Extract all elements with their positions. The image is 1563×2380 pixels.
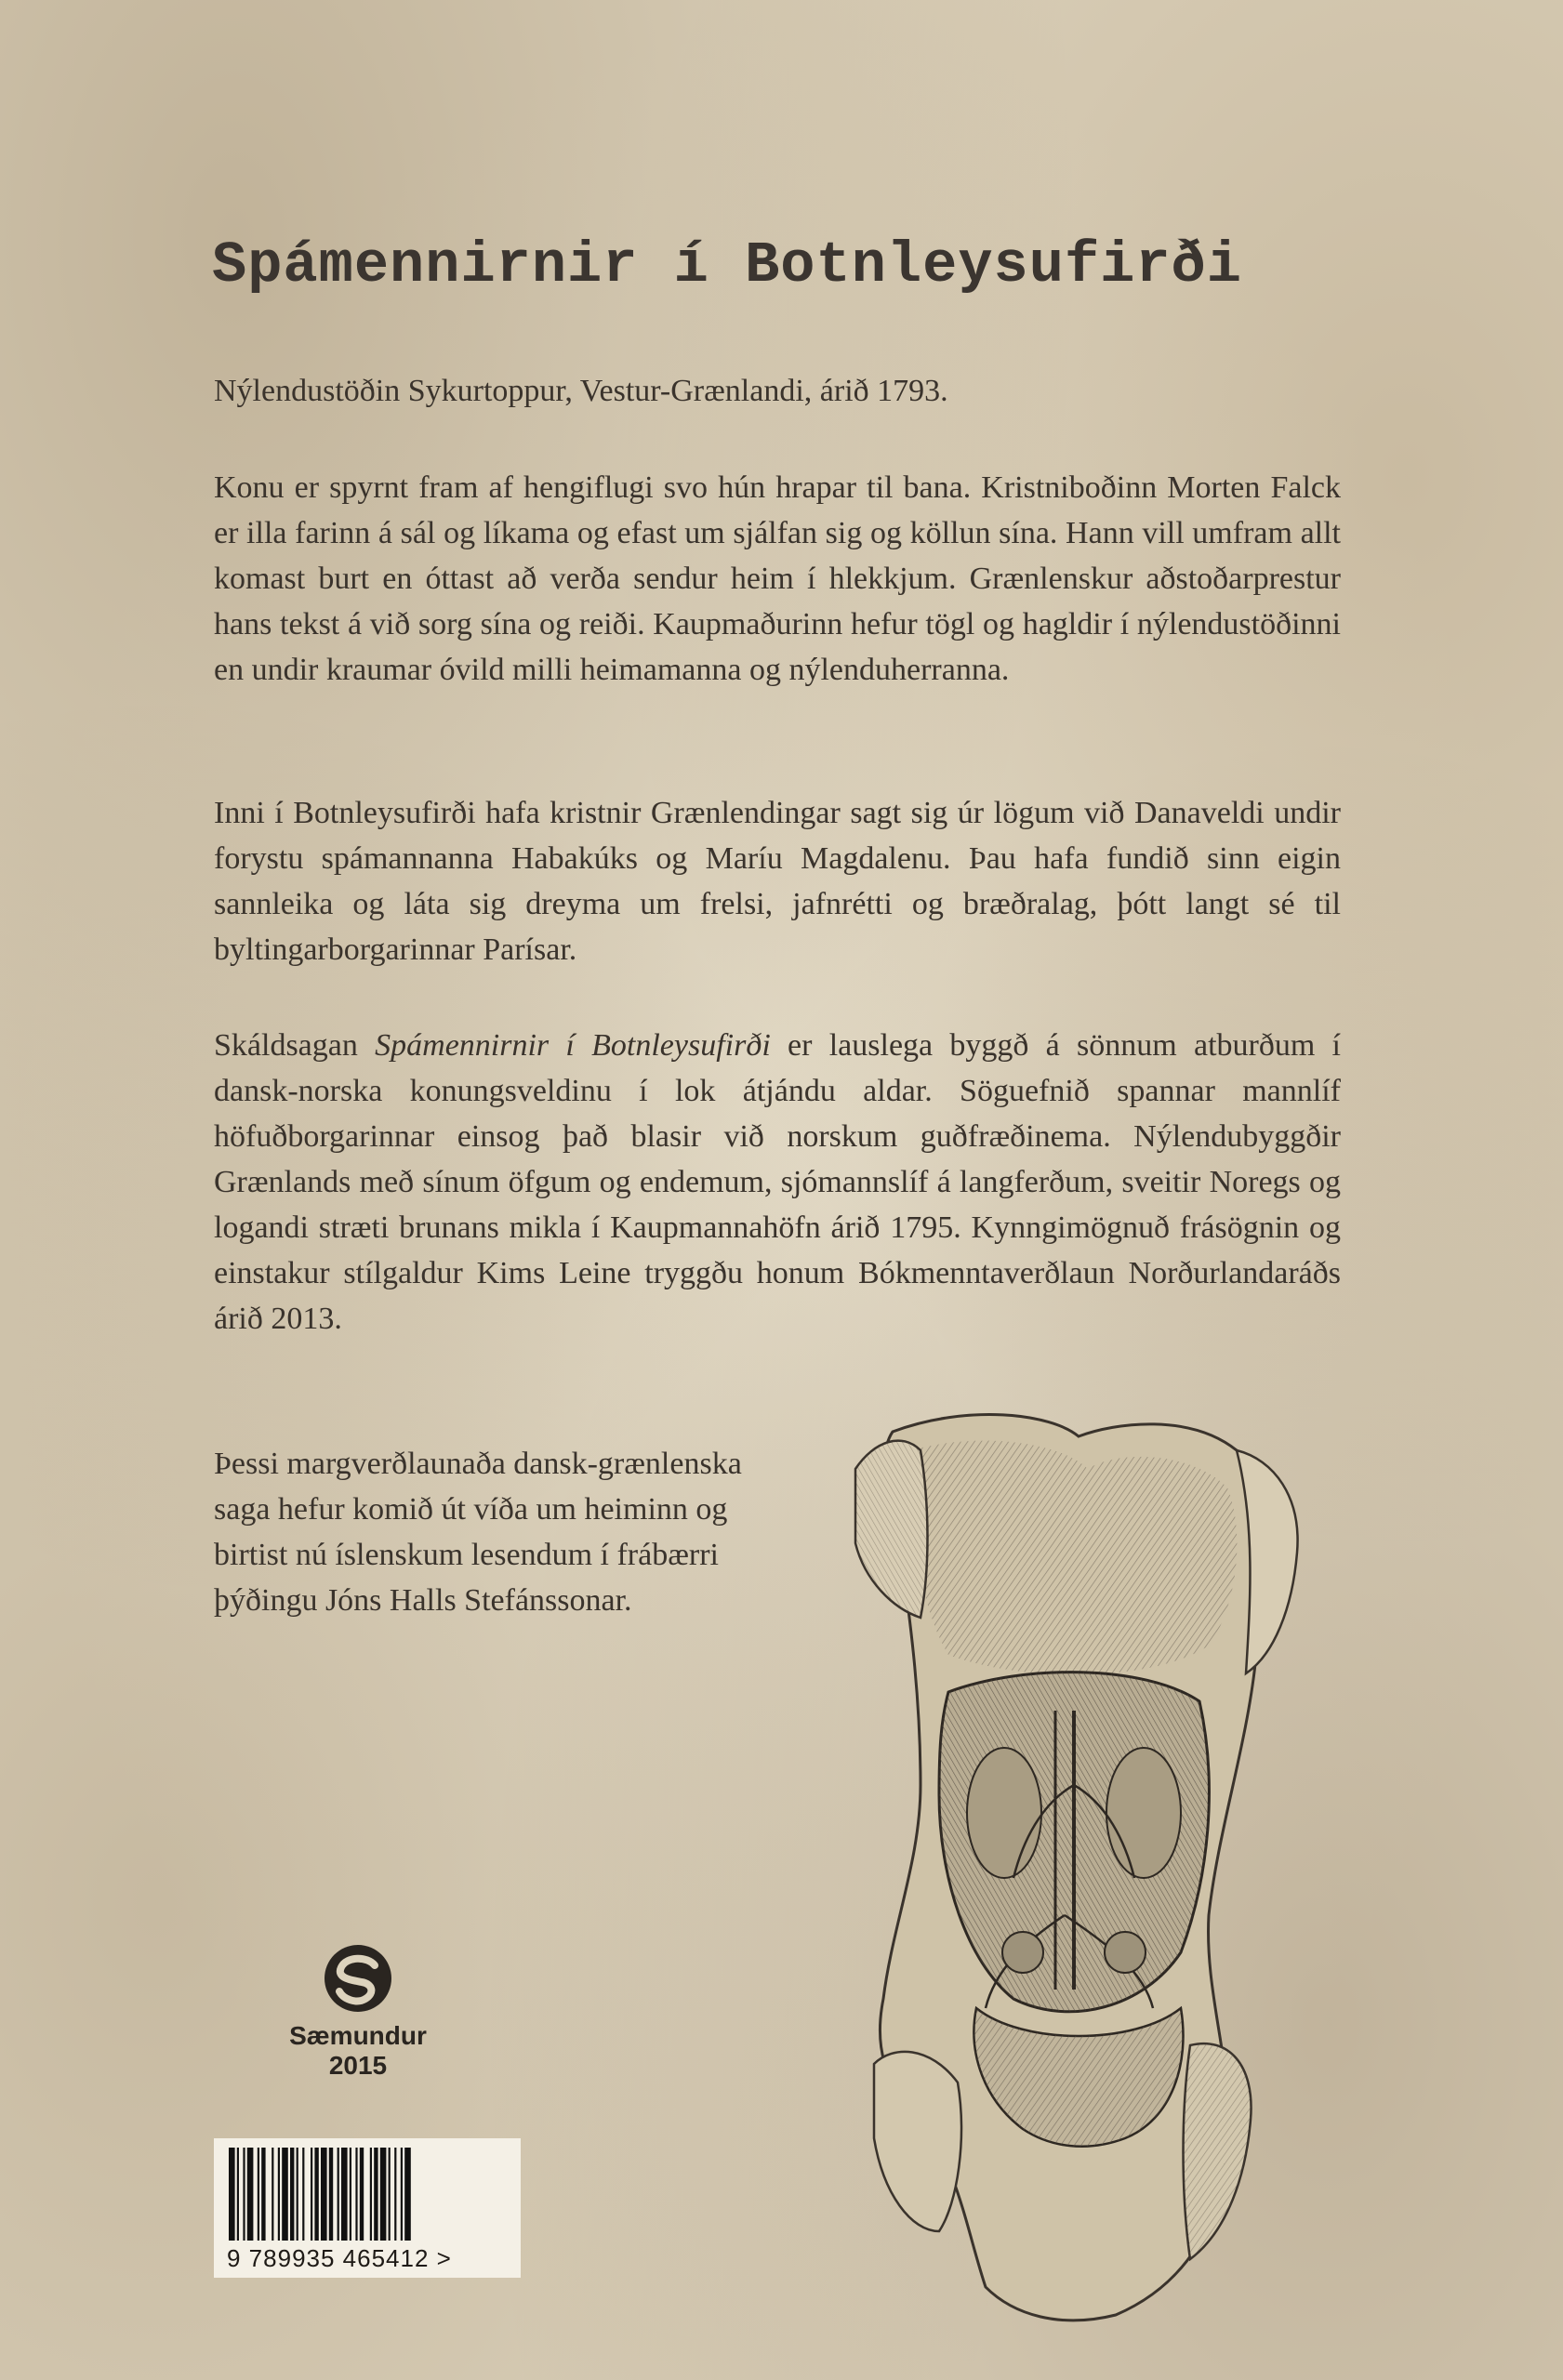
barcode-bar xyxy=(355,2148,357,2241)
paragraph-text xyxy=(214,1023,1341,1342)
barcode-bar xyxy=(272,2148,273,2241)
blurb-paragraph-3 xyxy=(214,1023,1341,1342)
barcode-bar xyxy=(401,2148,403,2241)
book-title-italic: Spámennirnir í Botnleysufirði xyxy=(375,1028,771,1063)
barcode-bar xyxy=(314,2148,318,2241)
barcode-bar xyxy=(370,2148,372,2241)
paragraph-text: Þessi margverðlaunaða dansk-grænlenska saga hefur komið út víða um heiminn og birtist nú íslenskum lesendum í frábærri þýðingu Jóns Halls Stefánssonar. xyxy=(214,1447,742,1618)
barcode-bar xyxy=(404,2148,411,2241)
barcode-bar xyxy=(311,2148,312,2241)
book-title: Spámennirnir í Botnleysufirði xyxy=(212,232,1242,298)
blurb-paragraph-1 xyxy=(214,465,1341,693)
barcode-bar xyxy=(258,2148,259,2241)
publication-year: 2015 xyxy=(328,2051,388,2080)
paragraph-rest: er lauslega byggð á sönnum atburðum í dansk-norska konungsveldinu í lok átjándu aldar. Söguefnið spannar mannlíf höfuðborgarinnar einsog það blasir við norskum guðfræðinema. Nýlendubyggðir Grænlands með sínum öfgum og endemum, sjómannslíf á langferðum, sveitir Noregs og logandi stræti brunans mikla í Kaupmannahöfn árið 1795. Kynngimögnuð frásögnin og einstakur stílgaldur Kims Leine tryggðu honum Bókmenntaverðlaun Norðurlandaráðs árið 2013. xyxy=(214,1028,1342,1336)
publisher-mark xyxy=(270,1941,446,2081)
barcode-bar xyxy=(338,2148,339,2241)
anatomical-torso-engraving-icon xyxy=(837,1395,1320,2338)
barcode-bar xyxy=(350,2148,351,2241)
blurb-paragraph-4 xyxy=(214,1441,772,1623)
barcode-bar xyxy=(341,2148,348,2241)
paragraph-lead: Skáldsagan xyxy=(214,1028,376,1063)
barcode-bar xyxy=(290,2148,294,2241)
barcode-bar xyxy=(297,2148,298,2241)
blurb-paragraph-2 xyxy=(214,790,1341,972)
barcode-bar xyxy=(380,2148,387,2241)
isbn-number: 9 789935 465412 > xyxy=(227,2244,452,2272)
barcode-bar xyxy=(321,2148,327,2241)
barcode-bar xyxy=(247,2148,254,2241)
barcode-bar xyxy=(237,2148,239,2241)
barcode-bar xyxy=(261,2148,265,2241)
barcode-bar xyxy=(302,2148,304,2241)
barcode-bar xyxy=(394,2148,396,2241)
paragraph-text: Inni í Botnleysufirði hafa kristnir Grænlendingar sagt sig úr lögum við Danaveldi undir forystu spámannanna Habakúks og Maríu Magdalenu. Þau hafa fundið sinn eigin sannleika og láta sig dreyma um frelsi, jafnrétti og bræðralag, þótt langt sé til byltingarborgarinnar Parísar. xyxy=(214,796,1341,967)
paragraph-text: Konu er spyrnt fram af hengiflugi svo hún hrapar til bana. Kristniboðinn Morten Falck er illa farinn á sál og líkama og efast um sjálfan sig og köllun sína. Hann vill umfram allt komast burt en óttast að verða sendur heim í hlekkjum. Grænlenskur aðstoðarprestur hans tekst á við sorg sína og reiði. Kaupmaðurinn hefur tögl og hagldir í nýlendustöðinni en undir kraumar óvild milli heimamanna og nýlenduherranna. xyxy=(214,470,1341,687)
setting-text: Nýlendustöðin Sykurtoppur, Vestur-Grænlandi, árið 1793. xyxy=(214,374,948,408)
barcode-bar xyxy=(329,2148,333,2241)
saemundur-logo-icon xyxy=(321,1941,395,2016)
barcode-bars xyxy=(227,2148,506,2241)
publisher-name: Sæmundur xyxy=(289,2021,427,2050)
isbn-barcode xyxy=(214,2138,521,2278)
barcode-bar xyxy=(229,2148,235,2241)
barcode-bar xyxy=(389,2148,391,2241)
setting-line xyxy=(214,368,1341,414)
barcode-bar xyxy=(360,2148,364,2241)
barcode-bar xyxy=(278,2148,280,2241)
barcode-bar xyxy=(374,2148,378,2241)
barcode-bar xyxy=(282,2148,288,2241)
barcode-bar xyxy=(243,2148,245,2241)
